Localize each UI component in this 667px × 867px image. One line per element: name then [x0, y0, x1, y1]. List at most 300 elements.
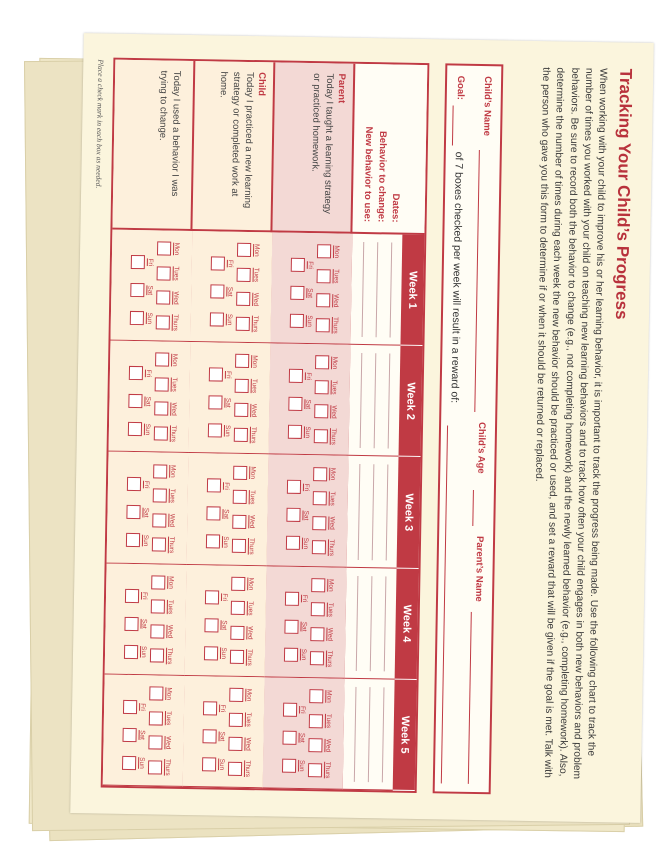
day-label: Sat	[302, 510, 310, 521]
day-checkbox-group	[122, 753, 145, 773]
day-checkbox[interactable]	[124, 644, 138, 658]
day-checkbox[interactable]	[202, 729, 216, 743]
day-checkbox-group	[309, 688, 332, 705]
day-label: Tues	[246, 601, 254, 616]
day-checkbox-group	[235, 377, 258, 394]
day-checkbox[interactable]	[229, 712, 243, 726]
day-checkbox[interactable]	[130, 311, 144, 325]
day-checkbox-group	[124, 613, 147, 633]
day-checkbox[interactable]	[129, 366, 143, 380]
day-checkbox[interactable]	[288, 397, 302, 411]
row-title: Parent	[335, 73, 348, 104]
day-checkbox[interactable]	[289, 369, 303, 383]
day-label: Mon	[247, 577, 255, 591]
day-checkbox[interactable]	[309, 714, 323, 728]
week-1-row-1-checkboxes	[270, 232, 352, 345]
day-label: Sun	[145, 312, 153, 325]
goal-count-field[interactable]	[452, 106, 454, 146]
behavior-to-change-field[interactable]	[374, 353, 377, 448]
day-label: Fri	[144, 369, 152, 378]
behavior-to-change-field[interactable]	[376, 242, 379, 337]
day-checkbox-group	[312, 539, 335, 556]
day-checkbox[interactable]	[284, 619, 298, 633]
day-checkbox[interactable]	[234, 403, 248, 417]
day-checkbox-group	[208, 421, 231, 441]
day-label: Sat	[138, 730, 146, 740]
form-title: Tracking Your Child’s Progress	[611, 68, 636, 320]
day-checkbox-group	[316, 317, 339, 334]
behavior-to-change-field[interactable]	[368, 687, 371, 782]
day-checkbox-group	[126, 502, 149, 522]
day-checkbox[interactable]	[125, 588, 139, 602]
day-checkbox-group	[234, 427, 257, 444]
day-checkbox-group	[148, 759, 171, 776]
day-checkbox[interactable]	[311, 602, 325, 616]
day-checkbox[interactable]	[153, 464, 167, 478]
day-checkbox[interactable]	[283, 702, 297, 716]
day-checkbox[interactable]	[157, 266, 171, 280]
day-checkbox[interactable]	[230, 650, 244, 664]
day-label: Mon	[325, 690, 333, 703]
day-checkbox[interactable]	[310, 652, 324, 666]
day-label: Sat	[224, 397, 232, 408]
row-description: Today I taught a learning strategy or practiced homework.	[309, 73, 336, 214]
day-checkbox[interactable]	[312, 540, 326, 554]
day-checkbox-group	[315, 354, 338, 371]
day-checkbox[interactable]	[126, 533, 140, 547]
week-2-row-2-checkboxes	[189, 342, 271, 455]
new-behavior-label: New behavior to use:	[361, 126, 375, 223]
day-label: Tues	[252, 267, 260, 283]
day-label: Thurs	[245, 649, 254, 666]
week-1-row-2-checkboxes	[190, 231, 272, 344]
day-label: Mon	[327, 578, 335, 592]
week-3-row-3-checkboxes	[107, 452, 189, 565]
week-5-header: Week 5	[393, 679, 417, 791]
day-checkbox-group	[236, 315, 259, 332]
day-checkbox[interactable]	[206, 507, 220, 521]
day-checkbox[interactable]	[205, 590, 219, 604]
day-checkbox-group	[310, 626, 333, 643]
day-label: Sun	[301, 537, 310, 550]
day-checkbox[interactable]	[232, 514, 246, 528]
day-label: Mon	[245, 688, 253, 702]
row-description: Today I used a behavior I was trying to change.	[156, 70, 183, 197]
day-checkbox-group	[152, 536, 175, 553]
day-checkbox[interactable]	[156, 315, 170, 329]
day-checkbox-group	[126, 530, 149, 550]
day-checkbox[interactable]	[233, 490, 247, 504]
day-label: Mon	[169, 464, 177, 478]
day-checkbox[interactable]	[211, 256, 225, 270]
day-label: Mon	[332, 245, 341, 259]
day-checkbox[interactable]	[232, 539, 246, 553]
day-checkbox-group	[286, 533, 309, 553]
day-checkbox[interactable]	[209, 368, 223, 382]
day-checkbox[interactable]	[130, 283, 144, 297]
new-behavior-field[interactable]	[358, 464, 361, 559]
new-behavior-field[interactable]	[354, 687, 357, 782]
day-label: Fri	[140, 591, 149, 600]
day-checkbox[interactable]	[234, 428, 248, 442]
day-checkbox-group	[204, 643, 227, 663]
day-checkbox[interactable]	[308, 763, 322, 777]
day-checkbox[interactable]	[149, 686, 163, 700]
day-label: Mon	[252, 243, 261, 257]
day-label: Sat	[144, 396, 152, 407]
day-checkbox[interactable]	[316, 293, 330, 307]
new-behavior-field[interactable]	[362, 242, 365, 337]
dates-field[interactable]	[388, 354, 391, 449]
day-label: Sat	[300, 621, 308, 632]
day-checkbox[interactable]	[208, 396, 222, 410]
day-label: Sat	[142, 507, 150, 518]
day-checkbox[interactable]	[233, 465, 247, 479]
day-checkbox[interactable]	[314, 405, 328, 419]
day-label: Mon	[329, 467, 337, 481]
day-checkbox[interactable]	[309, 689, 323, 703]
day-checkbox-group	[290, 283, 313, 303]
day-label: Sun	[139, 645, 148, 658]
day-checkbox-group	[150, 647, 173, 664]
childs-name-field[interactable]	[474, 150, 480, 412]
day-checkbox[interactable]	[282, 730, 296, 744]
progress-form-sheet	[70, 33, 654, 823]
day-checkbox[interactable]	[310, 627, 324, 641]
day-checkbox-group	[235, 353, 258, 370]
day-checkbox[interactable]	[313, 491, 327, 505]
day-label: Tues	[248, 490, 256, 505]
day-checkbox[interactable]	[231, 601, 245, 615]
day-checkbox[interactable]	[206, 535, 220, 549]
day-checkbox[interactable]	[204, 646, 218, 660]
day-label: Sun	[225, 313, 233, 326]
day-checkbox[interactable]	[316, 318, 330, 332]
day-checkbox[interactable]	[149, 711, 163, 725]
day-checkbox-group	[156, 314, 179, 331]
day-label: Wed	[244, 737, 252, 751]
childs-age-field[interactable]	[472, 490, 474, 526]
day-label: Sat	[298, 732, 306, 743]
day-checkbox[interactable]	[287, 480, 301, 494]
header-label-cell	[352, 64, 427, 235]
day-checkbox-group	[314, 403, 337, 420]
day-label: Mon	[251, 355, 259, 368]
day-checkbox-group	[153, 463, 176, 480]
day-checkbox[interactable]	[203, 701, 217, 715]
day-checkbox[interactable]	[126, 505, 140, 519]
day-checkbox[interactable]	[157, 242, 171, 256]
day-checkbox-group	[237, 266, 260, 283]
day-checkbox-group	[154, 401, 177, 418]
form-instructions: When working with your child to improve his or her learning behavior, it is important to track the progress being made. Use the following chart to track the number of times you worked with your child on teaching new learning behaviors and to track how often your child engages in both new behaviors and problem behaviors. Be sure to record both the behavior to change (e.g., not completing homework) and the newly learned behavior (e.g., completing homework). Also, determine the number of times during each week the new behavior should be practiced or used, and set a reward that will be given if the goal is met. Talk with the person who gave you this form to determine if or when it should be returned or replaced.	[533, 67, 609, 780]
day-checkbox[interactable]	[152, 538, 166, 552]
day-checkbox-group	[286, 505, 309, 525]
day-checkbox-group	[154, 425, 177, 442]
dates-field[interactable]	[386, 465, 389, 560]
goal-label: Goal:	[454, 75, 467, 101]
day-checkbox-group	[205, 587, 228, 607]
day-checkbox-group	[130, 308, 153, 328]
day-checkbox[interactable]	[154, 426, 168, 440]
day-label: Thurs	[325, 650, 334, 668]
day-label: Sun	[303, 426, 312, 439]
week-4-row-2-checkboxes	[185, 565, 267, 678]
day-label: Fri	[226, 259, 234, 268]
day-checkbox[interactable]	[286, 536, 300, 550]
day-label: Wed	[324, 738, 332, 753]
new-behavior-field[interactable]	[360, 353, 363, 448]
day-checkbox[interactable]	[128, 422, 142, 436]
day-checkbox-group	[283, 699, 306, 719]
day-checkbox[interactable]	[237, 268, 251, 282]
dates-field[interactable]	[384, 576, 387, 671]
week-5-row-1-checkboxes	[263, 677, 345, 790]
day-checkbox-group	[157, 265, 180, 282]
week-4-header: Week 4	[395, 568, 419, 680]
day-checkbox[interactable]	[291, 258, 305, 272]
dates-field[interactable]	[390, 242, 393, 337]
day-checkbox-group	[282, 727, 305, 747]
day-label: Thurs	[165, 647, 174, 665]
day-checkbox[interactable]	[312, 516, 326, 530]
day-checkbox-group	[206, 532, 229, 552]
day-checkbox-group	[131, 252, 154, 272]
day-checkbox[interactable]	[151, 575, 165, 589]
day-label: Wed	[168, 513, 176, 528]
day-label: Wed	[330, 405, 338, 419]
day-label: Sun	[141, 534, 150, 547]
day-checkbox[interactable]	[131, 255, 145, 269]
day-checkbox[interactable]	[288, 425, 302, 439]
day-checkbox-group	[130, 280, 153, 300]
week-3-header: Week 3	[397, 457, 421, 569]
day-checkbox[interactable]	[148, 760, 162, 774]
footnote: Place a check mark in each box as needed.	[94, 59, 106, 189]
day-checkbox[interactable]	[236, 292, 250, 306]
day-label: Sat	[220, 620, 228, 631]
parents-name-field[interactable]	[468, 612, 472, 784]
goal-text: of 7 boxes checked per week will result in a reward of:	[448, 151, 465, 404]
day-label: Wed	[252, 292, 260, 307]
week-2-header-fields	[349, 345, 401, 457]
day-checkbox-group	[122, 725, 145, 745]
week-5-row-2-checkboxes	[183, 676, 265, 789]
dates-field[interactable]	[382, 687, 385, 782]
day-label: Sun	[297, 759, 306, 772]
day-checkbox-group	[234, 402, 257, 419]
day-label: Mon	[249, 466, 257, 480]
day-label: Thurs	[171, 314, 179, 331]
day-label: Mon	[172, 242, 181, 256]
week-3-header-fields	[347, 456, 399, 568]
day-checkbox[interactable]	[286, 508, 300, 522]
day-label: Thurs	[169, 425, 178, 443]
row-description: Today I practiced a new learning strategy or completed work at home.	[217, 71, 256, 209]
day-label: Fri	[299, 705, 307, 714]
day-checkbox[interactable]	[150, 649, 164, 663]
day-checkbox[interactable]	[290, 314, 304, 328]
day-checkbox-group	[230, 624, 253, 641]
day-checkbox[interactable]	[155, 377, 169, 391]
day-checkbox[interactable]	[284, 647, 298, 661]
day-label: Fri	[142, 480, 151, 489]
day-checkbox-group	[233, 464, 256, 481]
behavior-to-change-field[interactable]	[372, 465, 375, 560]
new-behavior-field[interactable]	[356, 576, 359, 671]
day-label: Sun	[223, 424, 232, 437]
day-checkbox[interactable]	[237, 243, 251, 257]
row-title: Child	[255, 72, 268, 97]
day-checkbox-group	[210, 309, 233, 329]
day-checkbox[interactable]	[127, 477, 141, 491]
day-checkbox[interactable]	[208, 424, 222, 438]
day-checkbox[interactable]	[128, 394, 142, 408]
day-checkbox[interactable]	[308, 738, 322, 752]
day-checkbox[interactable]	[148, 735, 162, 749]
week-2-row-3-checkboxes	[109, 341, 191, 454]
day-checkbox[interactable]	[311, 578, 325, 592]
day-label: Fri	[306, 261, 314, 269]
day-checkbox-group	[231, 575, 254, 592]
day-checkbox[interactable]	[152, 513, 166, 527]
day-checkbox[interactable]	[236, 317, 250, 331]
day-checkbox[interactable]	[154, 402, 168, 416]
child-info-box	[433, 63, 504, 794]
day-checkbox[interactable]	[235, 354, 249, 368]
day-checkbox-group	[237, 242, 260, 259]
day-checkbox-group	[211, 253, 234, 273]
day-checkbox[interactable]	[313, 467, 327, 481]
day-checkbox-group	[287, 477, 310, 497]
day-checkbox[interactable]	[122, 756, 136, 770]
day-checkbox-group	[315, 379, 338, 396]
day-checkbox[interactable]	[124, 616, 138, 630]
day-checkbox-group	[316, 292, 339, 309]
day-label: Wed	[164, 736, 172, 750]
day-label: Sat	[304, 399, 312, 410]
week-5-header-fields	[343, 679, 395, 791]
day-label: Thurs	[331, 317, 339, 334]
day-checkbox-group	[308, 737, 331, 754]
week-2-header: Week 2	[398, 346, 422, 458]
day-label: Sat	[226, 286, 234, 297]
day-checkbox-group	[288, 422, 311, 442]
day-checkbox[interactable]	[315, 356, 329, 370]
day-label: Mon	[171, 353, 179, 367]
day-checkbox-group	[155, 352, 178, 369]
day-checkbox[interactable]	[314, 429, 328, 443]
day-checkbox-group	[311, 577, 334, 594]
day-checkbox-group	[152, 512, 175, 529]
day-label: Fri	[220, 593, 229, 602]
reward-field[interactable]	[441, 425, 448, 783]
day-checkbox[interactable]	[155, 353, 169, 367]
day-label: Tues	[166, 599, 174, 615]
day-label: Thurs	[323, 761, 332, 779]
day-checkbox-group	[123, 697, 146, 717]
day-checkbox[interactable]	[207, 479, 221, 493]
day-checkbox[interactable]	[150, 624, 164, 638]
day-label: Fri	[300, 594, 309, 603]
day-checkbox-group	[229, 711, 252, 728]
day-label: Fri	[146, 258, 154, 267]
week-1-row-3-checkboxes	[110, 230, 192, 343]
day-checkbox[interactable]	[229, 688, 243, 702]
day-label: Sun	[143, 423, 152, 436]
day-checkbox-group	[157, 240, 180, 257]
day-checkbox[interactable]	[228, 761, 242, 775]
day-checkbox[interactable]	[235, 379, 249, 393]
day-checkbox-group	[313, 466, 336, 483]
day-checkbox-group	[317, 268, 340, 285]
day-checkbox-group	[284, 644, 307, 664]
day-checkbox-group	[202, 754, 225, 774]
day-checkbox-group	[228, 736, 251, 753]
day-label: Tues	[168, 488, 176, 504]
day-checkbox[interactable]	[317, 269, 331, 283]
day-checkbox-group	[124, 641, 147, 661]
day-checkbox-group	[155, 376, 178, 393]
day-checkbox-group	[204, 615, 227, 635]
day-label: Tues	[244, 712, 253, 727]
day-checkbox-group	[232, 538, 255, 555]
day-checkbox-group	[153, 487, 176, 504]
day-checkbox[interactable]	[210, 284, 224, 298]
day-checkbox-group	[156, 289, 179, 306]
day-checkbox[interactable]	[228, 737, 242, 751]
day-checkbox[interactable]	[156, 291, 170, 305]
day-label: Sat	[306, 288, 314, 299]
day-checkbox[interactable]	[315, 380, 329, 394]
day-checkbox[interactable]	[290, 286, 304, 300]
day-checkbox-group	[127, 474, 150, 494]
day-checkbox[interactable]	[122, 728, 136, 742]
day-checkbox-group	[284, 616, 307, 636]
day-label: Thurs	[167, 536, 176, 554]
behavior-to-change-field[interactable]	[370, 576, 373, 671]
day-label: Mon	[167, 576, 175, 589]
day-checkbox[interactable]	[231, 577, 245, 591]
day-label: Fri	[222, 482, 231, 490]
day-checkbox-group	[150, 623, 173, 640]
day-checkbox[interactable]	[317, 244, 331, 258]
day-checkbox[interactable]	[285, 591, 299, 605]
dates-label: Dates:	[389, 193, 402, 223]
day-checkbox[interactable]	[202, 757, 216, 771]
day-checkbox[interactable]	[282, 758, 296, 772]
day-checkbox[interactable]	[123, 700, 137, 714]
day-checkbox[interactable]	[153, 489, 167, 503]
parents-name-label: Parent’s Name	[472, 535, 486, 602]
day-checkbox[interactable]	[204, 618, 218, 632]
week-4-row-1-checkboxes	[265, 566, 347, 679]
day-label: Sat	[146, 285, 154, 296]
day-checkbox-group	[290, 311, 313, 331]
week-1-header-fields	[350, 234, 402, 346]
day-checkbox-group	[125, 585, 148, 605]
day-label: Wed	[246, 626, 254, 640]
day-label: Sun	[221, 536, 230, 548]
day-checkbox[interactable]	[230, 626, 244, 640]
day-label: Sat	[140, 618, 148, 629]
day-label: Wed	[328, 516, 336, 530]
day-label: Tues	[164, 711, 173, 726]
day-checkbox[interactable]	[210, 312, 224, 326]
day-label: Thurs	[249, 426, 258, 444]
day-checkbox-group	[311, 601, 334, 618]
day-checkbox[interactable]	[151, 600, 165, 614]
